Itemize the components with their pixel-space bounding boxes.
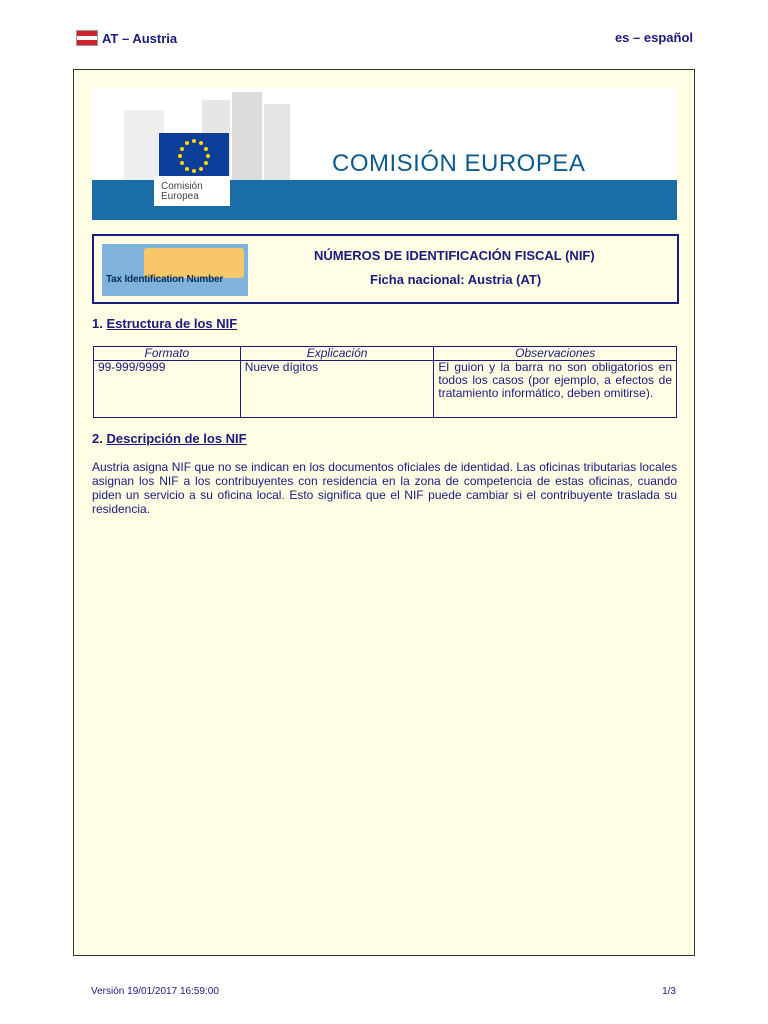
section-2-heading [92,431,247,446]
country-label: AT – Austria [102,30,178,46]
section-2-title: Descripción de los NIF [106,431,247,446]
document-page [73,69,695,956]
country-indicator [76,30,177,46]
observations-cell: El guion y la barra no son obligatorios en todos los casos (por ejemplo, a efectos de tratamiento informático, deben omitirse). [434,361,677,418]
ec-banner [92,88,677,220]
document-title: NÚMEROS DE IDENTIFICACIÓN FISCAL (NIF) [314,248,595,263]
tax-id-image-label: Tax Identification Number [106,274,224,285]
section-2-paragraph: Austria asigna NIF que no se indican en los documentos oficiales de identidad. Las oficinas tributarias locales asignan los NIF a los contribuyentes con residencia en la zona de competencia de estas oficinas, cuando piden un servicio a su oficina local. Esto significa que el NIF puede cambiar si el contribuyente traslada su residencia. [92,460,677,516]
building-shape [124,110,164,180]
format-cell: 99-999/9999 [94,361,241,418]
page-number: 1/3 [662,986,676,997]
section-2-number: 2. [92,431,103,446]
ec-logo-text [161,182,203,202]
column-header: Formato [94,347,241,361]
explanation-cell: Nueve dígitos [240,361,434,418]
building-shape [232,92,262,180]
logo-line-2: Europea [161,191,199,202]
language-label: es – español [614,30,693,45]
section-1-number: 1. [92,316,103,331]
version-label: Versión 19/01/2017 16:59:00 [91,986,219,997]
eu-flag-icon [159,133,229,179]
austria-flag-icon [76,30,98,46]
section-1-heading [92,316,237,331]
banner-title: COMISIÓN EUROPEA [332,150,586,177]
logo-line-1: Comisión [161,181,203,192]
tax-id-card-image [102,244,248,296]
section-1-title: Estructura de los NIF [106,316,238,331]
nif-structure-table [93,346,677,418]
building-shape [264,104,290,180]
document-subtitle: Ficha nacional: Austria (AT) [370,272,542,287]
table-row [94,361,677,418]
column-header: Observaciones [434,347,677,361]
table-header-row [94,347,677,361]
column-header: Explicación [240,347,434,361]
page-header [0,0,768,60]
title-box [92,234,679,304]
